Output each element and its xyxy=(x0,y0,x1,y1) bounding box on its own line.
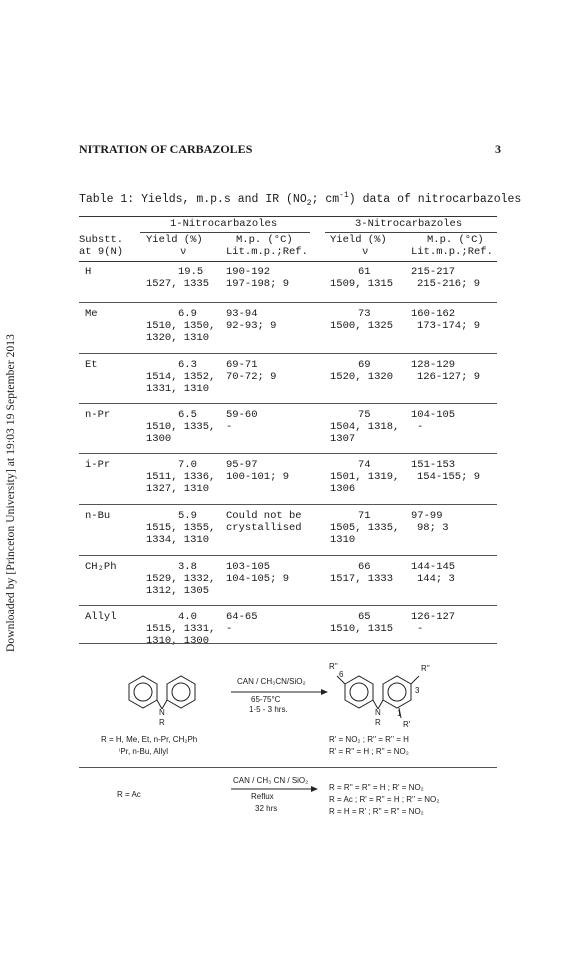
table-cell-y1: 5.9 xyxy=(178,510,197,522)
table-cell-y1: 7.0 xyxy=(178,459,197,471)
table-caption xyxy=(79,191,521,208)
product-r8-label: R'' xyxy=(421,664,430,673)
r-group-list-2: ⁱPr, n-Bu, Allyl xyxy=(119,747,169,756)
table-cell-mp1: 100-101; 9 xyxy=(226,471,290,483)
table-cell-y3: 1504, 1318, xyxy=(330,421,400,433)
col-header-yield-1: Yield (%) xyxy=(146,234,203,246)
table-cell-y1: 1300 xyxy=(146,433,172,445)
table-cell-y3: 66 xyxy=(358,561,371,573)
r-group-list-1: R = H, Me, Et, n-Pr, CH₂Ph xyxy=(101,735,198,744)
table-cell-y1: 1527, 1335 xyxy=(146,278,210,290)
product-pos3-label: 3 xyxy=(415,686,420,695)
condition-time: 1·5 - 3 hrs. xyxy=(249,705,288,714)
condition-temp: 65-75°C xyxy=(251,695,281,704)
product-r6-label: R'' xyxy=(329,662,338,671)
table-cell-mp1: 197-198; 9 xyxy=(226,278,290,290)
table-cell-mp1: 190-192 xyxy=(226,266,271,278)
table-cell-mp1: 95-97 xyxy=(226,459,258,471)
table-cell-y1: 3.8 xyxy=(178,561,197,573)
table-cell-subst: n-Pr xyxy=(85,409,111,421)
table-cell-y3: 1310 xyxy=(330,534,356,546)
reaction-scheme xyxy=(79,652,497,822)
row-separator xyxy=(79,453,497,454)
table-cell-mp1: 92-93; 9 xyxy=(226,320,277,332)
reagent-label-1: CAN / CH₃CN/SiO₂ xyxy=(237,677,306,686)
table-cell-subst: Et xyxy=(85,359,98,371)
table-cell-mp3: - xyxy=(417,623,424,635)
table-cell-mp1: 59-60 xyxy=(226,409,258,421)
running-head: NITRATION OF CARBAZOLES xyxy=(79,142,253,156)
r-acetyl-label: R = Ac xyxy=(117,790,141,799)
table-cell-y3: 69 xyxy=(358,359,371,371)
table-cell-mp3: 128-129 xyxy=(411,359,456,371)
condition-time-2: 32 hrs xyxy=(255,804,278,813)
table-cell-mp3: 144; 3 xyxy=(417,573,455,585)
table-cell-y1: 1331, 1310 xyxy=(146,383,210,395)
table-cell-mp3: 160-162 xyxy=(411,308,456,320)
table-cell-y3: 1500, 1325 xyxy=(330,320,394,332)
table-cell-y3: 1306 xyxy=(330,483,356,495)
table-cell-y3: 73 xyxy=(358,308,371,320)
table-cell-y1: 6.3 xyxy=(178,359,197,371)
reaction-arrow-2 xyxy=(231,786,318,792)
table-cell-y1: 1511, 1336, xyxy=(146,471,216,483)
condition-reflux: Reflux xyxy=(251,792,274,801)
download-notice-text: Downloaded by [Princeton University] at 19:03 19 September 2013 xyxy=(5,333,17,653)
table-cell-y3: 1307 xyxy=(330,433,356,445)
col-header-litmp-1: Lit.m.p.;Ref. xyxy=(226,246,308,258)
table-top-rule xyxy=(79,216,497,217)
row-separator xyxy=(79,403,497,404)
table-cell-mp3: 126-127 xyxy=(411,611,456,623)
caption-text-mid: ; cm xyxy=(311,192,340,206)
table-cell-subst: i-Pr xyxy=(85,459,111,471)
table-cell-mp3: 98; 3 xyxy=(417,522,449,534)
acetyl-product-3: R = H = R' ; R'' = R'' = NO₂ xyxy=(329,807,424,816)
col-header-yield-3: Yield (%) xyxy=(330,234,387,246)
table-cell-y3: 1501, 1319, xyxy=(330,471,400,483)
carbazole-left-structure xyxy=(129,676,195,709)
table-cell-mp3: 97-99 xyxy=(411,510,443,522)
caption-superscript: -1 xyxy=(339,191,349,200)
table-cell-subst: n-Bu xyxy=(85,510,111,522)
group-rule-3 xyxy=(325,232,497,233)
table-cell-y1: 1310, 1300 xyxy=(146,635,210,647)
scheme-divider xyxy=(79,767,497,768)
table-cell-y1: 19.5 xyxy=(178,266,204,278)
row-separator xyxy=(79,302,497,303)
table-cell-mp3: 144-145 xyxy=(411,561,456,573)
col-header-mp-3: M.p. (°C) xyxy=(427,234,484,246)
table-cell-mp1: 104-105; 9 xyxy=(226,573,290,585)
table-cell-subst: Allyl xyxy=(85,611,117,623)
table-cell-y1: 1334, 1310 xyxy=(146,534,210,546)
product-assignment-2: R' = R'' = H ; R'' = NO₂ xyxy=(329,747,409,756)
table-cell-y1: 1515, 1355, xyxy=(146,522,216,534)
product-assignment-1: R' = NO₂ ; R'' = R'' = H xyxy=(329,735,409,744)
table-cell-subst: Me xyxy=(85,308,98,320)
row-separator xyxy=(79,605,497,606)
table-cell-mp3: 154-155; 9 xyxy=(417,471,481,483)
table-cell-y1: 1320, 1310 xyxy=(146,332,210,344)
table-cell-mp3: 151-153 xyxy=(411,459,456,471)
table-cell-y3: 75 xyxy=(358,409,371,421)
table-cell-y1: 6.9 xyxy=(178,308,197,320)
table-cell-mp1: - xyxy=(226,623,233,635)
table-cell-y3: 1520, 1320 xyxy=(330,371,394,383)
group-header-1-nitro: 1-Nitrocarbazoles xyxy=(170,218,278,230)
row-separator xyxy=(79,504,497,505)
table-cell-mp1: 70-72; 9 xyxy=(226,371,277,383)
table-cell-mp1: crystallised xyxy=(226,522,302,534)
left-r-label: R xyxy=(159,718,165,727)
row-separator xyxy=(79,555,497,556)
caption-subscript: 2 xyxy=(306,199,312,209)
table-cell-y3: 65 xyxy=(358,611,371,623)
table-cell-y3: 1517, 1333 xyxy=(330,573,394,585)
table-cell-y3: 71 xyxy=(358,510,371,522)
table-cell-mp1: Could not be xyxy=(226,510,302,522)
page-number: 3 xyxy=(495,142,501,156)
table-cell-mp1: 64-65 xyxy=(226,611,258,623)
group-header-3-nitro: 3-Nitrocarbazoles xyxy=(355,218,463,230)
table-cell-y1: 1510, 1335, xyxy=(146,421,216,433)
row-separator xyxy=(79,643,497,644)
acetyl-product-2: R = Ac ; R' = R'' = H ; R'' = NO₂ xyxy=(329,795,440,804)
col-header-mp-1: M.p. (°C) xyxy=(236,234,293,246)
table-cell-mp1: 69-71 xyxy=(226,359,258,371)
header-bottom-rule xyxy=(79,261,497,262)
table-cell-mp3: 215-217 xyxy=(411,266,456,278)
table-cell-mp1: 93-94 xyxy=(226,308,258,320)
table-cell-mp3: - xyxy=(417,421,424,433)
row-separator xyxy=(79,353,497,354)
table-cell-y1: 4.0 xyxy=(178,611,197,623)
table-cell-subst: CH₂Ph xyxy=(85,561,117,573)
table-cell-y1: 1514, 1352, xyxy=(146,371,216,383)
table-cell-mp1: 103-105 xyxy=(226,561,271,573)
col-header-nu-3: ν xyxy=(362,246,369,258)
table-cell-mp3: 173-174; 9 xyxy=(417,320,481,332)
product-r-label: R xyxy=(375,718,381,727)
product-pos6-label: 6 xyxy=(339,670,344,679)
col-header-litmp-3: Lit.m.p.;Ref. xyxy=(411,246,493,258)
col-header-subst: Substt. at 9(N) xyxy=(79,234,124,258)
table-cell-y1: 1312, 1305 xyxy=(146,585,210,597)
table-cell-mp3: 104-105 xyxy=(411,409,456,421)
table-cell-mp3: 215-216; 9 xyxy=(417,278,481,290)
table-cell-y3: 61 xyxy=(358,266,371,278)
table-cell-y1: 1515, 1331, xyxy=(146,623,216,635)
table-cell-y3: 1505, 1335, xyxy=(330,522,400,534)
table-cell-y1: 1327, 1310 xyxy=(146,483,210,495)
reagent-label-2: CAN / CH₃ CN / SiO₂ xyxy=(233,776,309,785)
product-r1-label: R' xyxy=(403,720,411,729)
table-cell-y1: 6.5 xyxy=(178,409,197,421)
table-cell-mp3: 126-127; 9 xyxy=(417,371,481,383)
table-cell-y3: 74 xyxy=(358,459,371,471)
caption-text-end: ) data of nitrocarbazoles xyxy=(348,192,522,206)
table-cell-subst: H xyxy=(85,266,92,278)
product-pos1-label: 1 xyxy=(397,709,402,718)
table-cell-y1: 1529, 1332, xyxy=(146,573,216,585)
product-n-label: N xyxy=(375,708,381,717)
group-rule-1 xyxy=(140,232,310,233)
col-header-nu-1: ν xyxy=(180,246,187,258)
caption-text: Table 1: Yields, m.p.s and IR (NO xyxy=(79,192,307,206)
table-cell-y3: 1509, 1315 xyxy=(330,278,394,290)
table-cell-y1: 1510, 1350, xyxy=(146,320,216,332)
table-cell-y3: 1510, 1315 xyxy=(330,623,394,635)
table-cell-mp1: - xyxy=(226,421,233,433)
left-n-label: N xyxy=(159,708,165,717)
download-notice xyxy=(0,303,22,683)
acetyl-product-1: R = R'' = R'' = H ; R' = NO₂ xyxy=(329,783,424,792)
